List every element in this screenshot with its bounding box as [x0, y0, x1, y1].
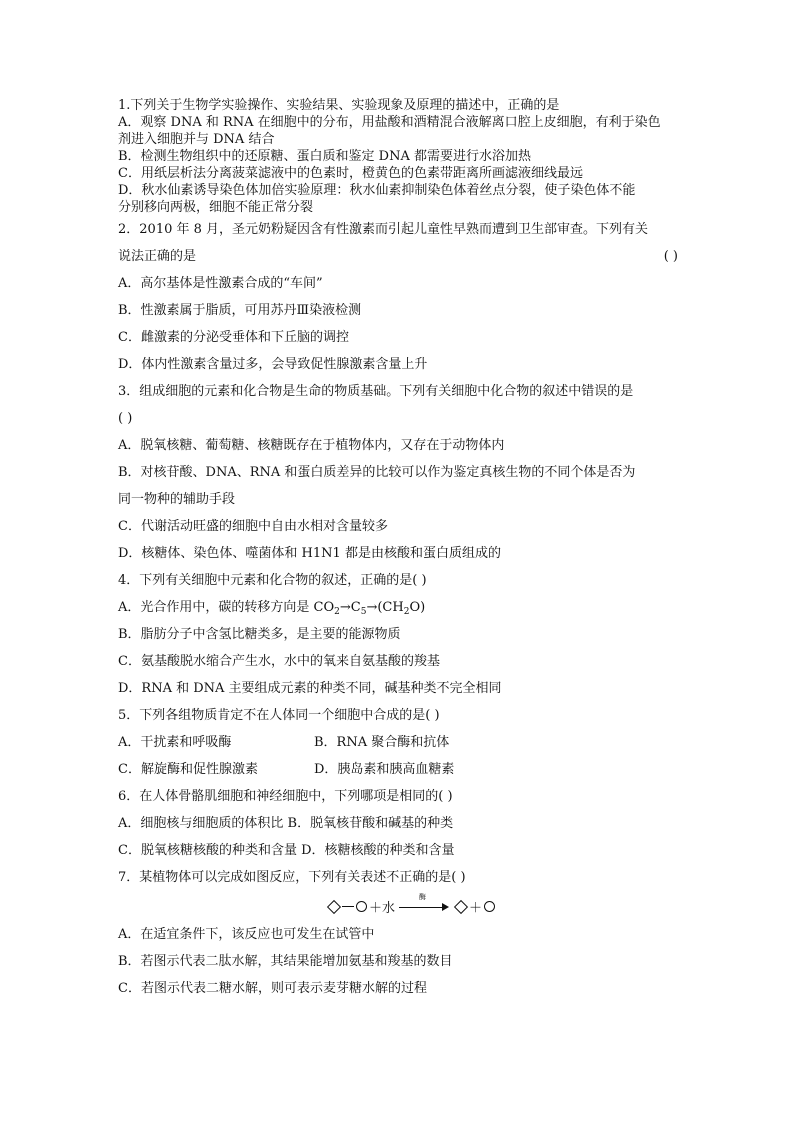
q7-stem: 7．某植物体可以完成如图反应，下列有关表述不正确的是( ) — [118, 870, 466, 885]
q1-option-c: C．用纸层析法分离菠菜滤液中的色素时，橙黄色的色素带距离所画滤液细线最远 — [118, 166, 583, 181]
q2-option-a: A．高尔基体是性激素合成的“车间” — [118, 276, 323, 291]
q2-option-d: D．体内性激素含量过多，会导致促性腺激素含量上升 — [118, 357, 428, 372]
q3-option-a: A．脱氧核糖、葡萄糖、核糖既存在于植物体内，又存在于动物体内 — [118, 438, 505, 453]
q4-a-text: A．光合作用中，碳的转移方向是 CO — [118, 600, 335, 615]
plus-label: ＋ — [469, 901, 483, 916]
q4-option-c: C．氨基酸脱水缩合产生水，水中的氧来自氨基酸的羧基 — [118, 654, 440, 669]
q1-option-d-line1: D．秋水仙素诱导染色体加倍实验原理：秋水仙素抑制染色体着丝点分裂，使子染色体不能 — [118, 183, 636, 198]
enzyme-label: 酶 — [419, 892, 427, 901]
bond-line — [342, 906, 354, 907]
q2-stem-text: 说法正确的是 — [118, 249, 197, 264]
q5-stem: 5．下列各组物质肯定不在人体同一个细胞中合成的是( ) — [118, 708, 440, 723]
q4-a-sub-ch2: 2 — [403, 607, 410, 617]
q3-option-b-line1: B．对核苷酸、DNA、RNA 和蛋白质差异的比较可以作为鉴定真核生物的不同个体是否为 — [118, 465, 636, 480]
q5-option-b: B．RNA 聚合酶和抗体 — [314, 735, 450, 750]
q1-stem: 1.下列关于生物学实验操作、实验结果、实验现象及原理的描述中，正确的是 — [118, 98, 560, 113]
q3-stem: 3．组成细胞的元素和化合物是生命的物质基础。下列有关细胞中化合物的叙述中错误的是 — [118, 384, 634, 399]
diamond-icon — [454, 899, 468, 913]
q1-option-a-line1: A．观察 DNA 和 RNA 在细胞中的分布，用盐酸和酒精混合液解离口腔上皮细胞，有利于染色 — [118, 115, 661, 130]
q4-a-sub-c5: 5 — [360, 607, 367, 617]
q3-option-b-line2: 同一物种的辅助手段 — [118, 492, 236, 507]
q5-options-ab — [118, 729, 678, 756]
q6-options-ab: A．细胞核与细胞质的体积比 B．脱氧核苷酸和碱基的种类 — [118, 816, 454, 831]
q7-option-b: B．若图示代表二肽水解，其结果能增加氨基和羧基的数目 — [118, 954, 453, 969]
q4-option-a — [118, 594, 678, 621]
q1-option-d-line2: 分别移向两极，细胞不能正常分裂 — [118, 200, 314, 215]
diamond-icon — [327, 899, 341, 913]
q3-option-d: D．核糖体、染色体、噬菌体和 H1N1 都是由核酸和蛋白质组成的 — [118, 546, 501, 561]
q4-a-arrow1: →C — [339, 600, 361, 615]
q2-option-c: C．雌激素的分泌受垂体和下丘脑的调控 — [118, 330, 349, 345]
q2-option-b: B．性激素属于脂质，可用苏丹Ⅲ染液检测 — [118, 303, 362, 318]
q5-option-d: D．胰岛素和胰高血糖素 — [314, 762, 455, 777]
q4-a-post: O) — [409, 600, 426, 615]
reaction-arrow-icon — [399, 892, 449, 914]
q5-option-a: A．干扰素和呼吸酶 — [118, 735, 232, 750]
circle-icon — [356, 901, 367, 912]
q2-answer-paren: ( ) — [663, 249, 678, 264]
exam-page — [118, 97, 678, 1002]
q5-options-cd — [118, 756, 678, 783]
q7-reaction-diagram — [118, 891, 678, 921]
q4-a-sub-co2: 2 — [334, 607, 340, 617]
q6-options-cd: C．脱氧核糖核酸的种类和含量 D．核糖核酸的种类和含量 — [118, 843, 455, 858]
q3-answer-paren: ( ) — [118, 411, 133, 426]
circle-icon — [484, 901, 495, 912]
q2-stem-line1: 2．2010 年 8 月，圣元奶粉疑因含有性激素而引起儿童性早熟而遭到卫生部审查。下列有关 — [118, 222, 649, 237]
q5-option-c: C．解旋酶和促性腺激素 — [118, 762, 258, 777]
plus-water-label: ＋水 — [369, 901, 396, 916]
q4-a-arrow2: →(CH — [366, 600, 404, 615]
q7-option-c: C．若图示代表二糖水解，则可表示麦芽糖水解的过程 — [118, 981, 427, 996]
q1-option-b: B．检测生物组织中的还原糖、蛋白质和鉴定 DNA 都需要进行水浴加热 — [118, 149, 532, 164]
q6-stem: 6．在人体骨骼肌细胞和神经细胞中，下列哪项是相同的( ) — [118, 789, 453, 804]
q7-option-a: A．在适宜条件下，该反应也可发生在试管中 — [118, 927, 375, 942]
q4-option-d: D．RNA 和 DNA 主要组成元素的种类不同，碱基种类不完全相同 — [118, 681, 502, 696]
q2-stem-line2 — [118, 243, 678, 270]
q1-option-a-line2: 剂进入细胞并与 DNA 结合 — [118, 132, 275, 147]
q4-stem: 4．下列有关细胞中元素和化合物的叙述，正确的是( ) — [118, 573, 427, 588]
q3-option-c: C．代谢活动旺盛的细胞中自由水相对含量较多 — [118, 519, 388, 534]
q4-option-b: B．脂肪分子中含氢比糖类多，是主要的能源物质 — [118, 627, 401, 642]
